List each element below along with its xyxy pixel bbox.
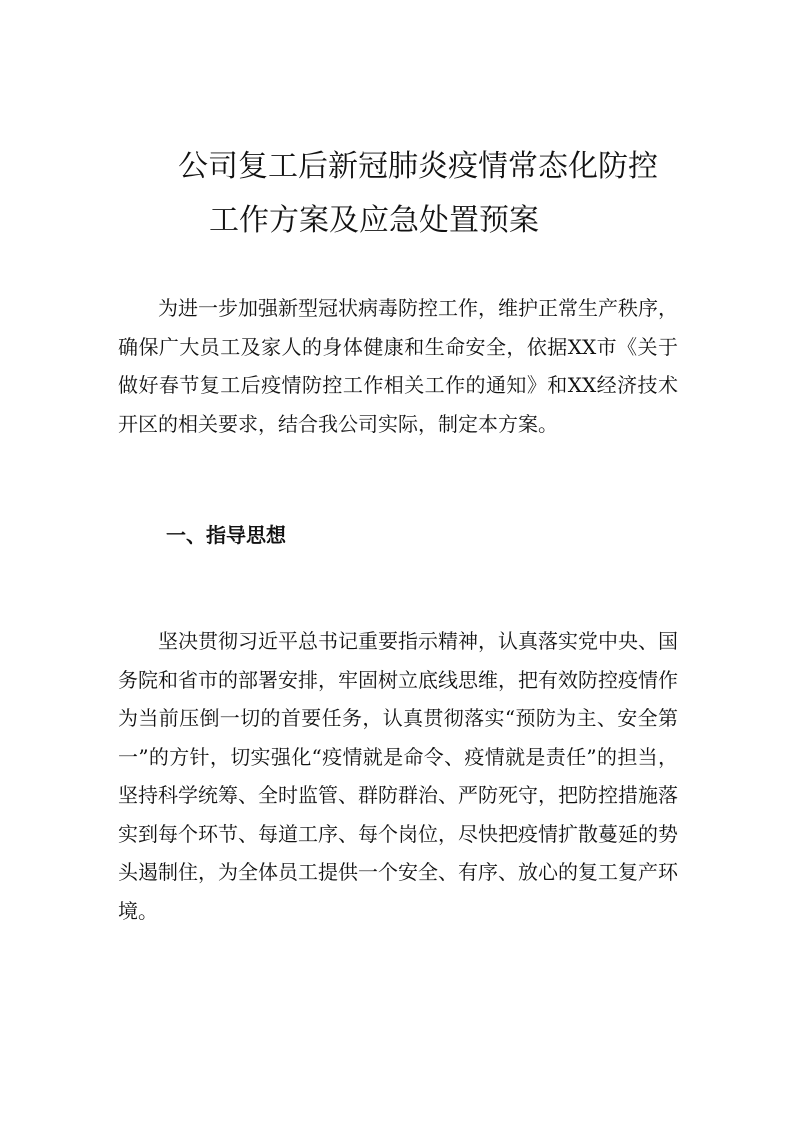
section-1-heading: 一、指导思想 — [166, 523, 286, 547]
document-title-line-1: 公司复工后新冠肺炎疫情常态化防控 — [178, 149, 658, 184]
section-1-paragraph: 坚决贯彻习近平总书记重要指示精神，认真落实党中央、国务院和省市的部署安排，牢固树立底线思维，把有效防控疫情作为当前压倒一切的首要任务，认真贯彻落实“预防为主、安全第一”的方针，切实强化“疫情就是命令、疫情就是责任”的担当，坚持科学统筹、全时监管、群防群治、严防死守，把防控措施落实到每个环节、每道工序、每个岗位，尽快把疫情扩散蔓延的势头遏制住，为全体员工提供一个安全、有序、放心的复工复产环境。 — [118, 629, 678, 923]
intro-paragraph: 为进一步加强新型冠状病毒防控工作，维护正常生产秩序，确保广大员工及家人的身体健康和生命安全，依据XX市《关于做好春节复工后疫情防控工作相关工作的通知》和XX经济技术开区的相关要求，结合我公司实际，制定本方案。 — [118, 296, 678, 436]
document-title-line-2: 工作方案及应急处置预案 — [209, 203, 539, 238]
